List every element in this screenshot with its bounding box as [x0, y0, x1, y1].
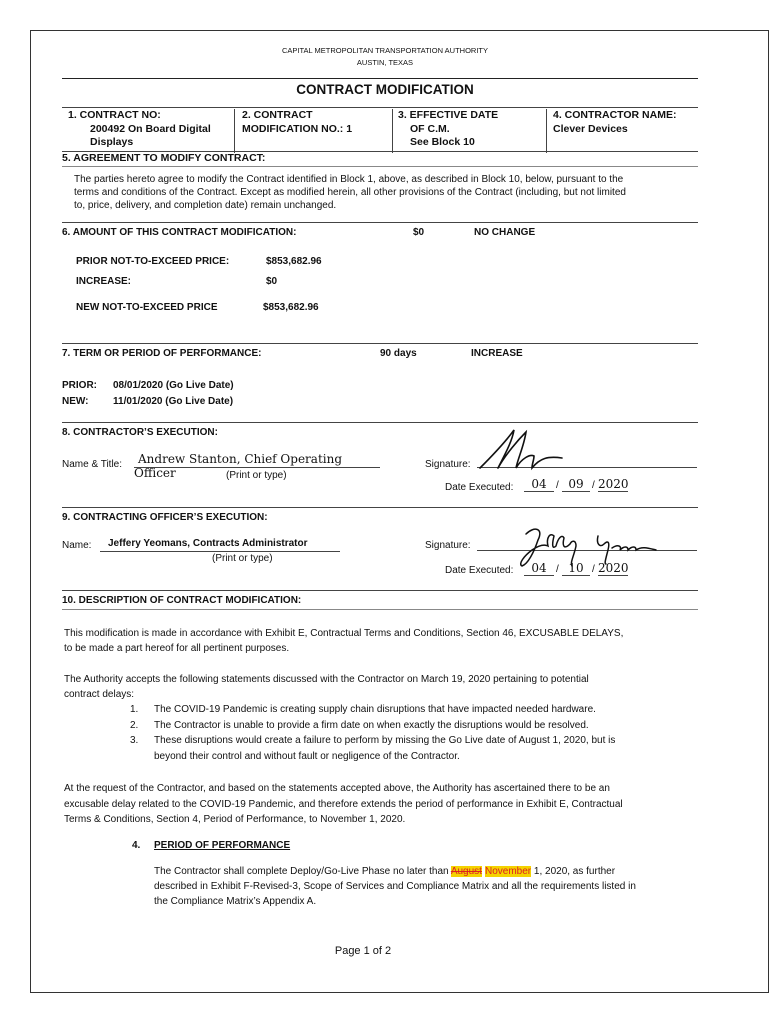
agreement-text [74, 173, 714, 212]
amount-heading: 6. AMOUNT OF THIS CONTRACT MODIFICATION: [62, 227, 297, 238]
list-item [130, 702, 700, 718]
officer-date-label: Date Executed: [445, 565, 514, 576]
officer-signature-label: Signature: [425, 540, 471, 551]
increase-label: INCREASE: [76, 276, 132, 287]
amount-value: $0 [413, 227, 425, 238]
section-line: described in Exhibit F-Revised-3, Scope of Services and Compliance Matrix and all the requirements listed in [154, 881, 636, 892]
list-item-number: 2. [130, 719, 139, 731]
description-line: The Authority accepts the following statements discussed with the Contractor on March 19, 2020 pertaining to potential [64, 674, 589, 685]
contract-no-value: 200492 On Board Digital [90, 122, 211, 135]
section-line [154, 864, 714, 879]
page-number: Page 1 of 2 [334, 945, 392, 957]
contract-no-label: 1. CONTRACT NO: [68, 109, 161, 121]
term-heading: 7. TERM OR PERIOD OF PERFORMANCE: [62, 348, 262, 359]
block-contractor-name [553, 109, 698, 153]
divider [546, 109, 547, 153]
divider [392, 109, 393, 153]
term-new-value: 11/01/2020 (Go Live Date) [113, 396, 234, 407]
effective-date-label: 3. EFFECTIVE DATE [398, 109, 499, 121]
date-separator: / [556, 564, 559, 575]
page-title: CONTRACT MODIFICATION [296, 82, 474, 97]
date-separator: / [592, 564, 595, 575]
contractor-name-label: 4. CONTRACTOR NAME: [553, 109, 677, 121]
prior-price-label: PRIOR NOT-TO-EXCEED PRICE: [76, 256, 230, 267]
officer-name-label: Name: [62, 540, 92, 551]
struck-text: August [450, 866, 482, 877]
section-text-post: 1, 2020, as further [531, 866, 616, 877]
block10-rule [62, 590, 698, 591]
section-text-pre: The Contractor shall complete Deploy/Go-Live Phase no later than [154, 866, 451, 877]
block10-underline [62, 609, 698, 610]
description-heading: 10. DESCRIPTION OF CONTRACT MODIFICATION: [62, 595, 302, 606]
description-para3 [64, 781, 714, 828]
term-prior-value: 08/01/2020 (Go Live Date) [113, 380, 234, 391]
description-line: Terms & Conditions, Section 4, Period of Performance, to November 1, 2020. [64, 814, 406, 825]
description-line: contract delays: [64, 689, 135, 700]
modification-no-value: MODIFICATION NO.: 1 [242, 122, 353, 135]
list-item-text: beyond their control and without fault or negligence of the Contractor. [154, 750, 460, 762]
description-para1 [64, 626, 714, 656]
title-rule [62, 78, 698, 79]
agreement-heading: 5. AGREEMENT TO MODIFY CONTRACT: [62, 152, 266, 164]
contractor-name-title-value: Andrew Stanton, Chief Operating Officer [134, 452, 343, 480]
officer-name-field [100, 538, 340, 552]
officer-date-day: 10 [562, 561, 590, 576]
date-separator: / [556, 480, 559, 491]
contractor-signature [474, 424, 564, 472]
description-para2 [64, 672, 714, 702]
date-separator: / [592, 480, 595, 491]
list-item-text: The COVID-19 Pandemic is creating supply chain disruptions that have impacted needed hardware. [154, 704, 596, 715]
list-item [130, 718, 700, 734]
amount-change: NO CHANGE [474, 227, 536, 238]
officer-date-field [524, 561, 628, 576]
term-new-label: NEW: [62, 396, 89, 407]
block-modification-no [242, 109, 392, 153]
officer-date-month: 04 [524, 561, 554, 576]
term-increase: INCREASE [471, 348, 523, 359]
term-days: 90 days [380, 348, 417, 359]
effective-date-value: See Block 10 [410, 136, 475, 148]
contractor-date-field [524, 477, 628, 492]
agreement-line: terms and conditions of the Contract. Except as modified herein, all other provisions of the Contract (including, but not limited [74, 187, 626, 198]
list-item-text: These disruptions would create a failure to perform by missing the Go Live date of August 1, 2020, but is [154, 735, 616, 746]
inserted-text: November [484, 866, 532, 877]
block7-rule [62, 343, 698, 344]
description-line: At the request of the Contractor, and based on the statements accepted above, the Authority has ascertained there to be an [64, 783, 610, 794]
officer-execution-heading: 9. CONTRACTING OFFICER’S EXECUTION: [62, 512, 268, 523]
term-prior-label: PRIOR: [62, 380, 97, 391]
statements-list [130, 702, 700, 764]
contractor-print-hint: (Print or type) [226, 470, 287, 481]
block5-underline [62, 166, 698, 167]
contractor-date-year: 2020 [598, 477, 629, 491]
contract-no-value-cont: Displays [90, 136, 134, 148]
contractor-name-title-label: Name & Title: [62, 459, 123, 470]
new-price-value: $853,682.96 [263, 302, 319, 313]
modification-no-label: 2. CONTRACT [242, 109, 313, 121]
officer-date-year: 2020 [598, 561, 629, 575]
contractor-name-value: Clever Devices [553, 122, 628, 135]
agreement-line: to, price, delivery, and completion date) remain unchanged. [74, 200, 337, 211]
block-contract-no [68, 109, 230, 153]
list-item-number: 3. [130, 735, 139, 746]
section-line: the Compliance Matrix’s Appendix A. [154, 896, 317, 907]
effective-date-label-cont: OF C.M. [410, 122, 450, 135]
agreement-line: The parties hereto agree to modify the Contract identified in Block 1, above, as described in Block 10, below, pursuant to the [74, 174, 624, 185]
block9-rule [62, 507, 698, 508]
description-line: to be made a part hereof for all pertinent purposes. [64, 643, 290, 654]
officer-print-hint: (Print or type) [212, 553, 273, 564]
section-title: PERIOD OF PERFORMANCE [154, 840, 291, 851]
section-text [154, 864, 714, 909]
block6-rule [62, 222, 698, 223]
block-effective-date [398, 109, 540, 153]
contractor-signature-label: Signature: [425, 459, 471, 470]
list-item-text: The Contractor is unable to provide a firm date on when exactly the disruptions would be resolved. [154, 719, 589, 731]
divider [234, 109, 235, 153]
org-city: AUSTIN, TEXAS [356, 58, 414, 67]
list-item [130, 733, 700, 764]
officer-name-value: Jeffery Yeomans, Contracts Administrator [108, 538, 308, 549]
description-line: excusable delay related to the COVID-19 Pandemic, and therefore extends the period of performance in Exhibit E, Contractual [64, 798, 623, 810]
contractor-date-month: 04 [524, 477, 554, 492]
description-line: This modification is made in accordance with Exhibit E, Contractual Terms and Conditions, Section 46, EXCUSABLE DELAYS, [64, 628, 624, 639]
contractor-date-label: Date Executed: [445, 482, 514, 493]
prior-price-value: $853,682.96 [266, 256, 322, 267]
contractor-execution-heading: 8. CONTRACTOR’S EXECUTION: [62, 427, 218, 438]
increase-value: $0 [266, 276, 278, 287]
section-number: 4. [132, 840, 141, 851]
new-price-label: NEW NOT-TO-EXCEED PRICE [76, 302, 218, 313]
contractor-date-day: 09 [562, 477, 590, 492]
list-item-number: 1. [130, 704, 139, 715]
block8-rule [62, 422, 698, 423]
title-underline [62, 107, 698, 108]
org-name: CAPITAL METROPOLITAN TRANSPORTATION AUTHORITY [282, 46, 488, 55]
